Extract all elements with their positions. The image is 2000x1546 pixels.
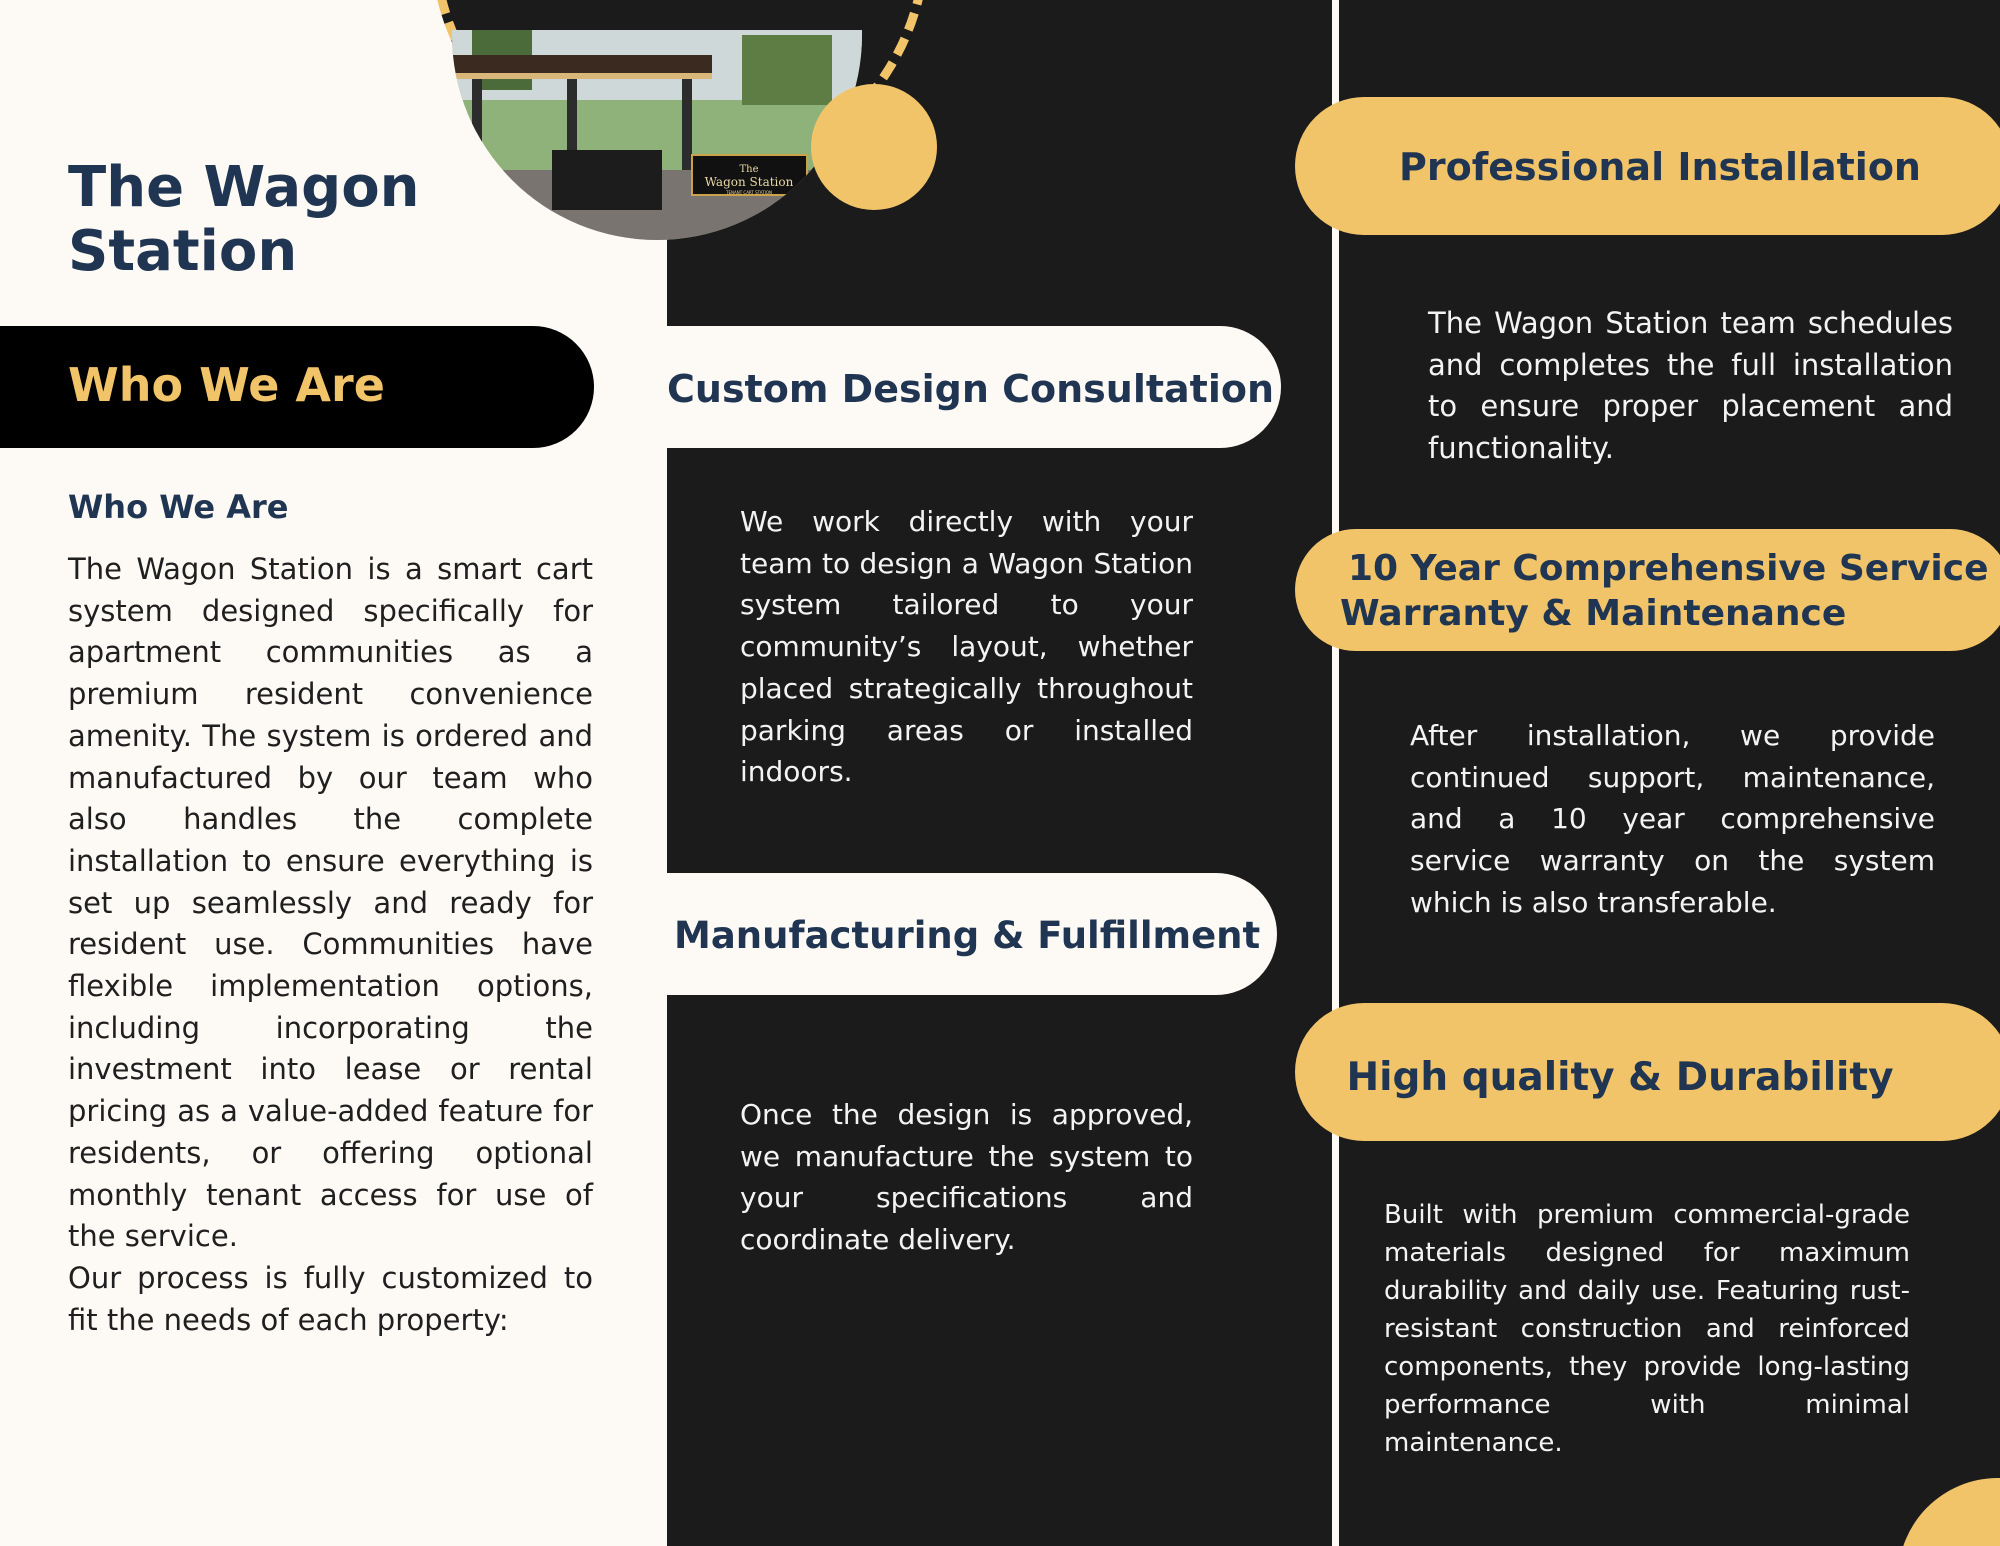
who-we-are-heading: Who We Are — [68, 488, 289, 526]
manufacturing-title: Manufacturing & Fulfillment — [674, 914, 1261, 957]
panel-divider — [1332, 0, 1339, 1546]
corner-gold-accent — [1898, 1478, 2000, 1546]
design-consultation-title: Custom Design Consultation — [667, 367, 1274, 411]
warranty-title-line1: 10 Year Comprehensive Service — [1348, 548, 1989, 589]
page-title: The Wagon Station — [68, 155, 420, 284]
installation-body: The Wagon Station team schedules and completes the full installation to ensure proper placement and functionality. — [1428, 306, 1953, 466]
quality-title: High quality & Durability — [1346, 1055, 1894, 1100]
sign-line-2: Wagon Station — [704, 175, 794, 189]
sign-line-1: The — [739, 164, 759, 175]
who-we-are-body: The Wagon Station is a smart cart system designed specifically for apartment communities as a premium resident convenience amenity. The system is ordered and manufactured by our team who also handles the complete installation to ensure everything is set up seamlessly and ready for resident use. Communities have flexible implementation options, including incorporating the investment into lease or rental pricing as a value-added feature for residents, or offering optional monthly tenant access for use of the service. — [68, 552, 593, 1254]
gold-circle-accent — [811, 84, 937, 210]
who-we-are-closing: Our process is fully customized to fit the needs of each property: — [68, 1260, 593, 1337]
installation-title: Professional Installation — [1399, 145, 1921, 189]
design-consultation-body: We work directly with your team to design a Wagon Station system tailored to your community’s layout, whether placed strategically throughout parking areas or installed indoors. — [740, 505, 1193, 789]
who-we-are-banner-label: Who We Are — [68, 358, 385, 412]
quality-body: Built with premium commercial-grade materials designed for maximum durability and daily use. Featuring rust-resistant construction and reinforced components, they provide long-lasting performance with minimal maintenance. — [1384, 1200, 1910, 1458]
warranty-title-line2: Warranty & Maintenance — [1340, 593, 1847, 634]
who-we-are-body-block — [68, 549, 593, 1341]
warranty-body: After installation, we provide continued support, maintenance, and a 10 year comprehensive service warranty on the system which is also transferable. — [1410, 719, 1935, 919]
sign-line-3: TENANT CART STATION — [726, 190, 772, 195]
manufacturing-body: Once the design is approved, we manufacture the system to your specifications and coordinate delivery. — [740, 1098, 1193, 1257]
